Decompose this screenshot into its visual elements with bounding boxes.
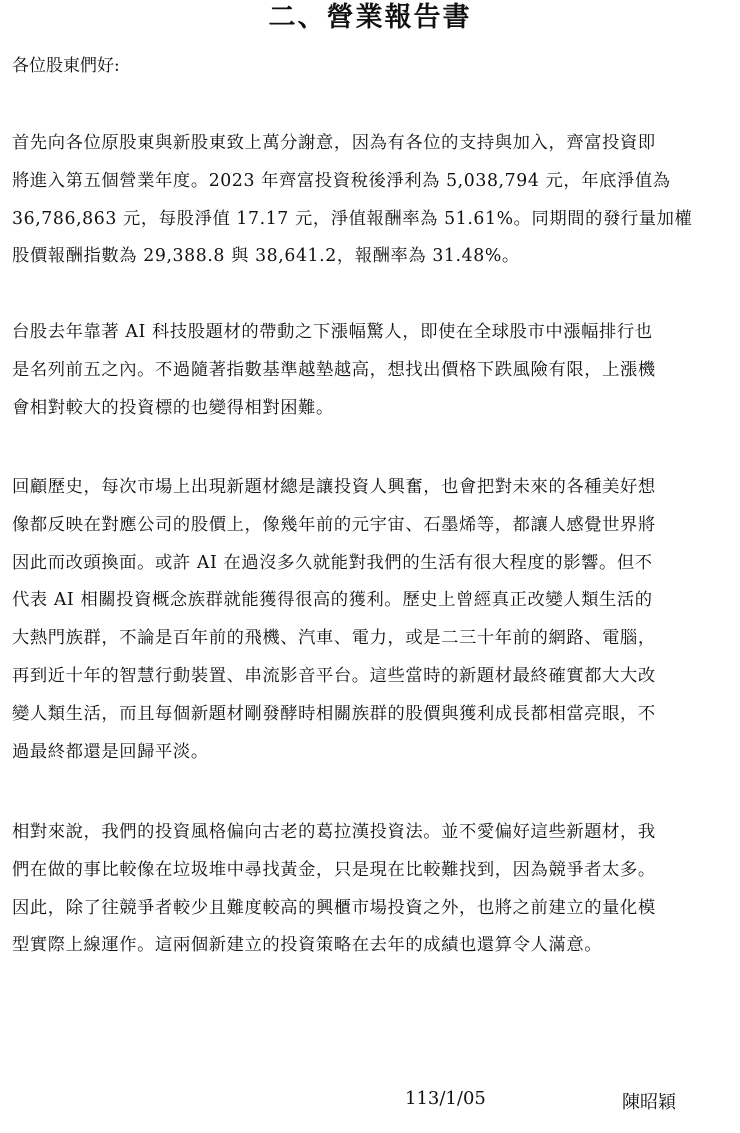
text-line: 因此，除了往競爭者較少且難度較高的興櫃市場投資之外，也將之前建立的量化模 (12, 897, 656, 918)
text-line: 台股去年靠著 AI 科技股題材的帶動之下漲幅驚人，即使在全球股市中漲幅排行也 (12, 322, 653, 342)
text-line: 們在做的事比較像在垃圾堆中尋找黃金，只是現在比較難找到，因為競爭者太多。 (12, 859, 656, 880)
text-line: 36,786,863 元，每股淨值 17.17 元，淨值報酬率為 51.61%。同期間的發行量加權 (12, 208, 693, 229)
greeting: 各位股東們好: (12, 56, 120, 76)
text-line: 型實際上線運作。這兩個新建立的投資策略在去年的成績也還算令人滿意。 (12, 935, 603, 956)
paragraph-strategy (12, 814, 728, 965)
text-line: 將進入第五個營業年度。2023 年齊富投資稅後淨利為 5,038,794 元，年底淨值為 (12, 170, 671, 191)
text-line: 再到近十年的智慧行動裝置、串流影音平台。這些當時的新題材最終確實都大大改 (12, 665, 656, 686)
page-title: 二、營業報告書 (268, 2, 472, 33)
text-line: 過最終都還是回歸平淡。 (12, 741, 209, 762)
text-line: 回顧歷史，每次市場上出現新題材總是讓投資人興奮，也會把對未來的各種美好想 (12, 477, 656, 497)
text-line: 因此而改頭換面。或許 AI 在過沒多久就能對我們的生活有很大程度的影響。但不 (12, 552, 653, 573)
paragraph-results (12, 125, 728, 276)
text-line: 像都反映在對應公司的股價上，像幾年前的元宇宙、石墨烯等，都讓人感覺世界將 (12, 514, 656, 535)
text-line: 變人類生活，而且每個新題材剛發酵時相關族群的股價與獲利成長都相當亮眼，不 (12, 703, 656, 724)
text-line: 首先向各位原股東與新股東致上萬分謝意，因為有各位的支持與加入，齊富投資即 (12, 133, 656, 153)
footer-signature: 陳昭穎 (622, 1092, 676, 1113)
text-line: 是名列前五之內。不過隨著指數基準越墊越高，想找出價格下跌風險有限，上漲機 (12, 359, 656, 380)
footer-date: 113/1/05 (405, 1088, 486, 1109)
text-line: 大熱門族群，不論是百年前的飛機、汽車、電力，或是二三十年前的網路、電腦， (12, 628, 656, 649)
text-line: 會相對較大的投資標的也變得相對困難。 (12, 397, 334, 418)
text-line: 相對來說，我們的投資風格偏向古老的葛拉漢投資法。並不愛偏好這些新題材，我 (12, 822, 656, 842)
paragraph-history (12, 469, 728, 771)
paragraph-market (12, 314, 728, 427)
text-line: 股價報酬指數為 29,388.8 與 38,641.2，報酬率為 31.48%。 (12, 246, 520, 267)
text-line: 代表 AI 相關投資概念族群就能獲得很高的獲利。歷史上曾經真正改變人類生活的 (12, 590, 653, 611)
